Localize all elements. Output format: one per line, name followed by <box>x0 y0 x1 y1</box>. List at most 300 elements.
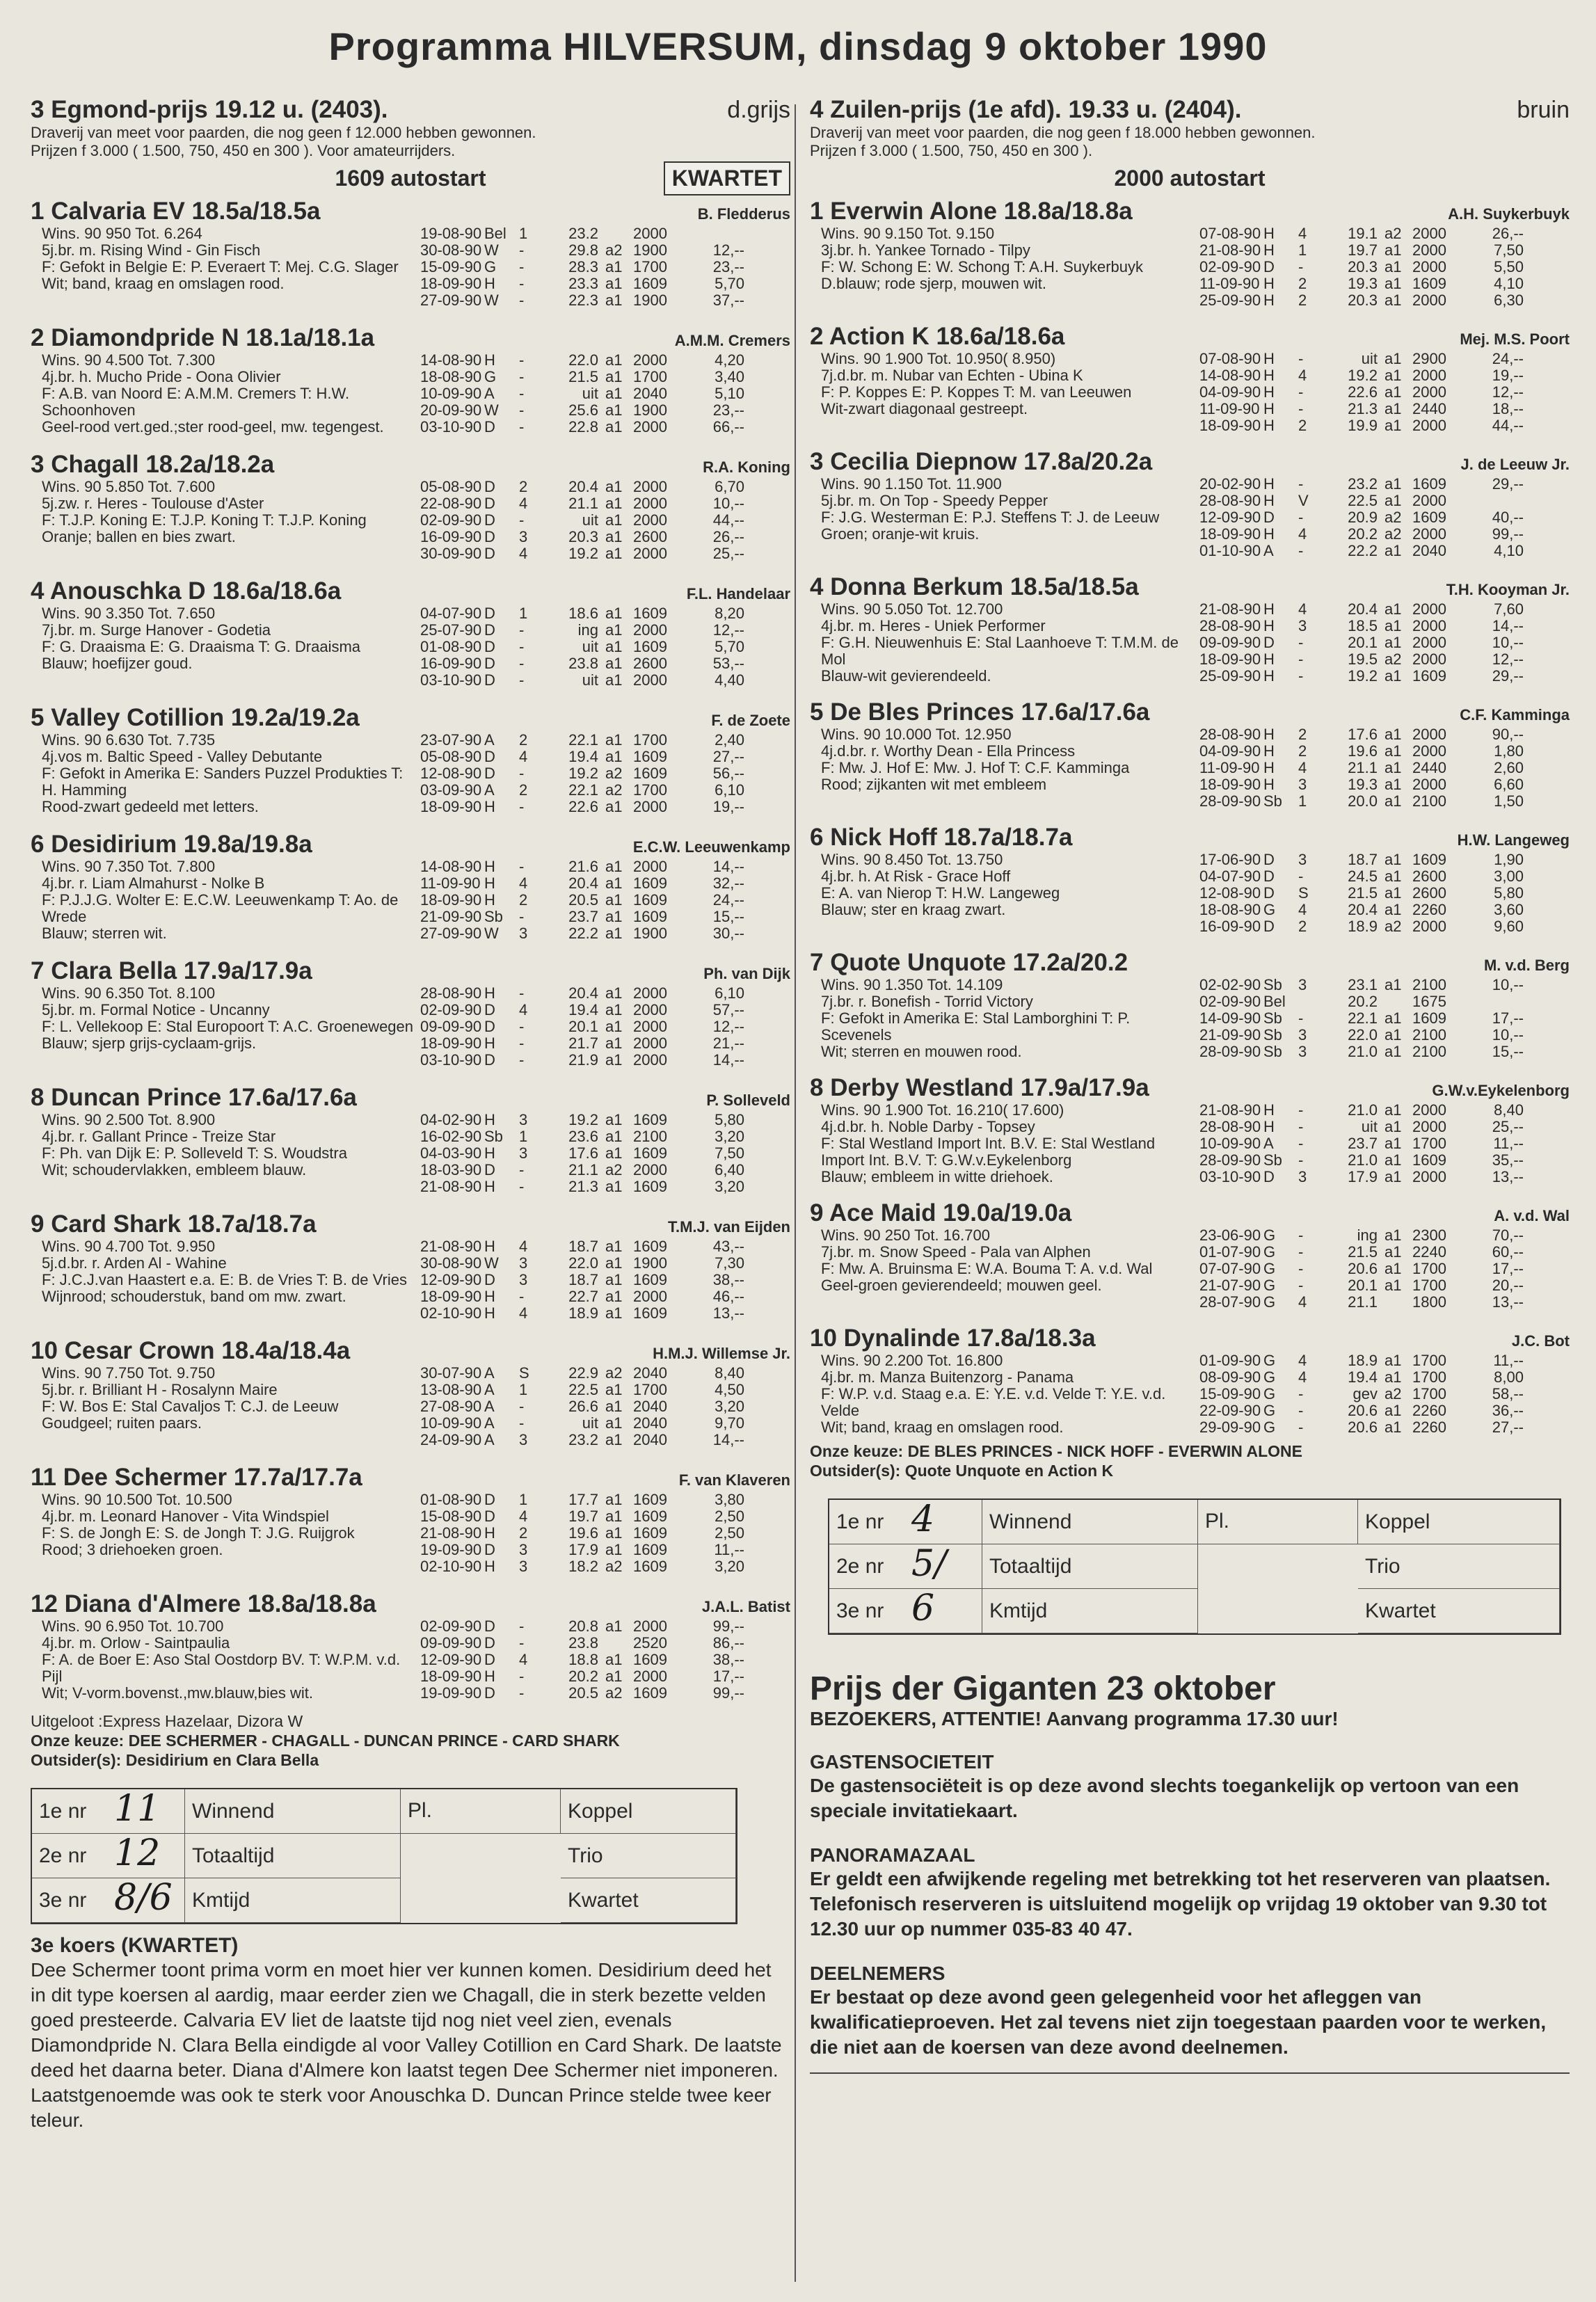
perf-class: a1 <box>605 638 623 655</box>
horse-body <box>31 1492 790 1575</box>
horse-winnings: Wins. 90 7.750 Tot. 9.750 <box>42 1364 216 1382</box>
perf-class: a1 <box>1384 1243 1402 1261</box>
perf-odds: 8,40 <box>715 1364 744 1382</box>
perf-odds: 44,-- <box>712 511 744 529</box>
perf-track: D <box>1263 509 1275 526</box>
perf-odds: 2,50 <box>715 1508 744 1525</box>
perf-time: 18.6 <box>568 605 598 622</box>
perf-track: D <box>484 655 495 672</box>
perf-place: 2 <box>519 731 528 749</box>
perf-date: 18-08-90 <box>1199 901 1261 918</box>
announcement-title: Prijs der Giganten 23 oktober <box>810 1670 1276 1707</box>
perf-time: 21.1 <box>1348 1293 1378 1311</box>
horse-entry <box>810 573 1570 685</box>
perf-date: 20-02-90 <box>1199 475 1261 493</box>
perf-track: G <box>1263 1260 1276 1277</box>
perf-time: 20.6 <box>1348 1402 1378 1419</box>
perf-distance: 1700 <box>1412 1352 1446 1369</box>
horse-owner: F: W. Bos E: Stal Cavaljos T: C.J. de Leeuw <box>42 1398 339 1415</box>
perf-class: a1 <box>605 478 623 495</box>
perf-odds: 12,-- <box>712 621 744 639</box>
perf-odds: 24,-- <box>712 891 744 909</box>
perf-date: 18-09-90 <box>1199 776 1261 793</box>
perf-odds: 5,10 <box>715 385 744 402</box>
perf-odds: 5,80 <box>1494 884 1524 902</box>
performance-row <box>1199 242 1568 259</box>
horse-trainer: Ph. van Dijk <box>703 965 790 982</box>
perf-track: W <box>484 241 499 259</box>
perf-class: a1 <box>1384 667 1402 685</box>
perf-distance: 1700 <box>1412 1277 1446 1294</box>
performance-row <box>1199 902 1568 918</box>
perf-track: G <box>1263 1226 1276 1244</box>
horse-body <box>810 476 1570 559</box>
perf-distance: 1609 <box>633 638 667 655</box>
perf-track: D <box>1263 258 1275 275</box>
performance-table <box>1199 476 1568 559</box>
perf-place: - <box>519 984 525 1002</box>
perf-distance: 1700 <box>633 731 667 749</box>
perf-odds: 4,10 <box>1494 275 1524 292</box>
perf-time: 22.0 <box>568 1254 598 1272</box>
perf-class: a1 <box>1384 258 1402 275</box>
perf-place: - <box>519 1178 525 1195</box>
horse-entry <box>810 949 1570 1060</box>
perf-time: 19.9 <box>1348 417 1378 434</box>
perf-odds: 17,-- <box>1492 1260 1524 1277</box>
horse-entry <box>31 1084 790 1195</box>
perf-distance: 2000 <box>1412 634 1446 651</box>
horse-trainer: J.C. Bot <box>1511 1332 1570 1350</box>
horse-header <box>31 1337 790 1365</box>
perf-place: - <box>519 368 525 385</box>
perf-odds: 4,10 <box>1494 542 1524 559</box>
performance-row <box>420 1382 789 1398</box>
perf-place: - <box>519 351 525 369</box>
perf-class: a1 <box>605 925 623 942</box>
horse-entry <box>31 957 790 1069</box>
perf-distance: 1609 <box>633 1651 667 1668</box>
perf-time: 21.1 <box>1348 759 1378 776</box>
performance-table <box>1199 601 1568 685</box>
horse-entry <box>31 324 790 435</box>
horse-body <box>31 225 790 309</box>
perf-distance: 2000 <box>633 1668 667 1685</box>
perf-class: a1 <box>605 368 623 385</box>
perf-place: 2 <box>1298 275 1307 292</box>
horse-body <box>810 977 1570 1060</box>
perf-track: H <box>1263 225 1275 242</box>
perf-odds: 3,40 <box>715 368 744 385</box>
perf-date: 12-09-90 <box>420 1651 482 1668</box>
perf-odds: 7,50 <box>1494 241 1524 259</box>
performance-row <box>1199 1244 1568 1261</box>
perf-date: 02-09-90 <box>420 511 482 529</box>
perf-date: 02-09-90 <box>420 1001 482 1018</box>
perf-odds: 6,70 <box>715 478 744 495</box>
perf-class: a1 <box>1384 1151 1402 1169</box>
perf-time: 19.7 <box>568 1508 598 1525</box>
perf-time: 17.6 <box>1348 726 1378 743</box>
result-box <box>31 1788 737 1924</box>
perf-place: - <box>519 511 525 529</box>
perf-time: 21.3 <box>568 1178 598 1195</box>
perf-track: H <box>484 891 495 909</box>
perf-odds: 32,-- <box>712 874 744 892</box>
performance-table <box>1199 225 1568 309</box>
performance-table <box>420 732 789 815</box>
performance-row <box>420 479 789 495</box>
perf-distance: 2000 <box>633 798 667 815</box>
perf-place: - <box>1298 475 1304 493</box>
performance-row <box>1199 275 1568 292</box>
horse-info <box>31 1618 420 1702</box>
perf-date: 21-07-90 <box>1199 1277 1261 1294</box>
perf-time: 19.5 <box>1348 650 1378 668</box>
perf-distance: 2000 <box>1412 1101 1446 1119</box>
perf-date: 02-09-90 <box>1199 993 1261 1010</box>
perf-odds: 44,-- <box>1492 417 1524 434</box>
perf-time: 20.3 <box>568 528 598 545</box>
race-color: d.grijs <box>727 97 790 123</box>
horse-info <box>810 977 1199 1060</box>
perf-odds: 3,20 <box>715 1128 744 1145</box>
perf-time: 22.1 <box>568 781 598 799</box>
perf-odds: 19,-- <box>712 798 744 815</box>
horse-info <box>810 1102 1199 1185</box>
perf-class: a1 <box>605 605 623 622</box>
perf-distance: 2000 <box>633 1617 667 1635</box>
perf-date: 19-08-90 <box>420 225 482 242</box>
perf-track: G <box>1263 1243 1276 1261</box>
horse-name: 12 Diana d'Almere 18.8a/18.8a <box>31 1590 376 1617</box>
horse-body <box>31 1238 790 1322</box>
perf-place: 2 <box>1298 918 1307 935</box>
perf-track: A <box>1263 542 1274 559</box>
perf-date: 18-09-90 <box>1199 417 1261 434</box>
horse-info <box>31 732 420 815</box>
perf-time: 19.7 <box>1348 241 1378 259</box>
section-text: Er geldt een afwijkende regeling met betrekking tot het reserveren van plaatsen. Telefonisch reserveren is uitsluitend mogelijk op vrijdag 19 oktober van 9.30 tot 12.30 uur op nummer 035-83 40 47. <box>810 1868 1551 1940</box>
perf-date: 18-09-90 <box>420 1288 482 1305</box>
perf-place: - <box>1298 1402 1304 1419</box>
perf-track: D <box>1263 634 1275 651</box>
perf-class: a1 <box>605 798 623 815</box>
perf-distance: 2000 <box>1412 650 1446 668</box>
perf-date: 19-09-90 <box>420 1684 482 1702</box>
perf-track: D <box>1263 851 1275 868</box>
perf-track: H <box>1263 667 1275 685</box>
perf-class: a1 <box>605 1128 623 1145</box>
perf-class: a1 <box>605 1304 623 1322</box>
perf-time: uit <box>582 1414 598 1432</box>
horse-breeding: 4j.br. h. At Risk - Grace Hoff <box>821 868 1011 885</box>
perf-date: 02-10-90 <box>420 1558 482 1575</box>
horse-name: 1 Everwin Alone 18.8a/18.8a <box>810 198 1133 225</box>
perf-distance: 2300 <box>1412 1226 1446 1244</box>
horse-trainer: M. v.d. Berg <box>1483 957 1570 974</box>
horse-owner: F: G.H. Nieuwenhuis E: Stal Laanhoeve T: T.M.M. de Mol <box>821 634 1179 668</box>
perf-class: a1 <box>605 671 623 689</box>
perf-track: H <box>484 858 495 875</box>
horse-header <box>31 1464 790 1492</box>
perf-date: 18-09-90 <box>420 275 482 292</box>
perf-time: 20.4 <box>568 478 598 495</box>
horse-name: 2 Action K 18.6a/18.6a <box>810 323 1065 350</box>
performance-row <box>420 225 789 242</box>
perf-track: H <box>1263 726 1275 743</box>
perf-class: a2 <box>1384 525 1402 543</box>
perf-time: 18.2 <box>568 1558 598 1575</box>
perf-date: 28-08-90 <box>1199 1118 1261 1135</box>
horse-list <box>31 198 790 1702</box>
performance-row <box>420 1492 789 1508</box>
horse-header <box>810 573 1570 601</box>
perf-track: G <box>1263 1352 1276 1369</box>
perf-class <box>1384 1294 1412 1311</box>
race-header <box>31 96 790 124</box>
perf-class: a1 <box>605 731 623 749</box>
perf-class: a1 <box>1384 1352 1402 1369</box>
perf-track: A <box>484 385 495 402</box>
performance-row <box>1199 634 1568 651</box>
perf-date: 11-09-90 <box>420 874 481 892</box>
perf-date: 03-10-90 <box>420 1051 482 1069</box>
perf-class: a1 <box>1384 1168 1402 1185</box>
perf-odds: 13,-- <box>1492 1168 1524 1185</box>
horse-entry <box>810 1325 1570 1436</box>
horse-trainer: T.M.J. van Eijden <box>667 1218 790 1236</box>
perf-class: a1 <box>1384 1101 1402 1119</box>
section-text: De gastensociëteit is op deze avond slechts toegankelijk op vertoon van een speciale invitatiekaart. <box>810 1775 1519 1821</box>
perf-distance: 2100 <box>1412 1043 1446 1060</box>
perf-place: 4 <box>1298 759 1307 776</box>
perf-class: a1 <box>1384 617 1402 634</box>
performance-row <box>1199 618 1568 634</box>
perf-time: 21.0 <box>1348 1151 1378 1169</box>
horse-name: 4 Anouschka D 18.6a/18.6a <box>31 577 342 605</box>
horse-info <box>31 479 420 562</box>
perf-time: 20.2 <box>1348 993 1378 1010</box>
performance-row <box>420 622 789 639</box>
performance-row <box>1199 1352 1568 1369</box>
perf-class: a1 <box>605 401 623 419</box>
handwritten-number: 11 <box>114 1788 161 1830</box>
horse-name: 7 Quote Unquote 17.2a/20.2 <box>810 949 1128 976</box>
box-row-1-label: 1e nr 4 <box>829 1500 982 1544</box>
perf-date: 25-09-90 <box>1199 667 1261 685</box>
horse-winnings: Wins. 90 5.050 Tot. 12.700 <box>821 600 1003 618</box>
perf-place: - <box>1298 258 1304 275</box>
box-row-2-label: 2e nr 12 <box>32 1834 185 1878</box>
perf-track: H <box>484 1524 495 1542</box>
perf-class: a1 <box>605 1178 623 1195</box>
perf-distance: 1900 <box>633 1254 667 1272</box>
perf-odds: 56,-- <box>712 765 744 782</box>
perf-place: 2 <box>1298 742 1307 760</box>
perf-date: 04-03-90 <box>420 1144 482 1162</box>
perf-date: 27-08-90 <box>420 1398 482 1415</box>
perf-class: a1 <box>605 984 623 1002</box>
perf-class: a1 <box>1384 868 1402 885</box>
perf-odds: 3,60 <box>1494 901 1524 918</box>
perf-date: 08-09-90 <box>1199 1368 1261 1386</box>
perf-class: a2 <box>1384 1385 1402 1402</box>
perf-odds: 8,20 <box>715 605 744 622</box>
horse-winnings: Wins. 90 3.350 Tot. 7.650 <box>42 605 216 622</box>
horse-body <box>810 1102 1570 1185</box>
perf-track: H <box>1263 275 1275 292</box>
perf-date: 01-08-90 <box>420 638 482 655</box>
horse-breeding: 5j.zw. r. Heres - Toulouse d'Aster <box>42 495 264 512</box>
performance-row <box>420 875 789 892</box>
perf-time: 18.5 <box>1348 617 1378 634</box>
perf-class: a1 <box>605 528 623 545</box>
perf-place: 3 <box>519 1431 528 1448</box>
horse-winnings: Wins. 90 9.150 Tot. 9.150 <box>821 225 995 242</box>
perf-distance: 1609 <box>633 1508 667 1525</box>
horse-owner: F: Ph. van Dijk E: P. Solleveld T: S. Woudstra <box>42 1144 347 1162</box>
perf-class: a1 <box>1384 400 1402 417</box>
perf-time: 19.2 <box>568 765 598 782</box>
perf-place: 4 <box>519 495 528 512</box>
perf-time: 22.9 <box>568 1364 598 1382</box>
performance-table <box>420 479 789 562</box>
perf-date: 23-06-90 <box>1199 1226 1261 1244</box>
perf-distance: 2000 <box>633 1051 667 1069</box>
perf-place: - <box>1298 1135 1304 1152</box>
performance-row <box>1199 526 1568 543</box>
perf-distance: 2000 <box>1412 776 1446 793</box>
horse-owner: E: A. van Nierop T: H.W. Langeweg <box>821 884 1060 902</box>
perf-odds: 5,80 <box>715 1111 744 1128</box>
perf-time: 22.1 <box>568 731 598 749</box>
perf-place: 3 <box>519 925 528 942</box>
horse-info <box>810 1227 1199 1311</box>
horse-name: 5 De Bles Princes 17.6a/17.6a <box>810 698 1150 726</box>
horse-name: 1 Calvaria EV 18.5a/18.5a <box>31 198 321 225</box>
perf-place: 3 <box>1298 1043 1307 1060</box>
perf-date: 25-09-90 <box>1199 291 1261 309</box>
perf-distance: 2000 <box>1412 417 1446 434</box>
box-winnend: Winnend <box>982 1500 1198 1544</box>
perf-distance: 1700 <box>1412 1260 1446 1277</box>
performance-row <box>420 1178 789 1195</box>
horse-info <box>810 726 1199 810</box>
perf-odds: 14,-- <box>1492 617 1524 634</box>
perf-distance: 1609 <box>1412 667 1446 685</box>
horse-winnings: Wins. 90 2.500 Tot. 8.900 <box>42 1111 216 1128</box>
perf-distance: 1609 <box>633 1491 667 1508</box>
performance-table <box>420 1112 789 1195</box>
perf-odds: 38,-- <box>712 1271 744 1288</box>
perf-distance: 2100 <box>1412 976 1446 993</box>
perf-time: 23.3 <box>568 275 598 292</box>
perf-time: uit <box>582 385 598 402</box>
perf-track: H <box>1263 617 1275 634</box>
perf-date: 27-09-90 <box>420 291 482 309</box>
start-row <box>31 160 790 198</box>
performance-row <box>1199 1261 1568 1277</box>
perf-date: 12-08-90 <box>420 765 482 782</box>
performance-row <box>420 1525 789 1542</box>
perf-odds: 6,60 <box>1494 776 1524 793</box>
perf-time: uit <box>1361 1118 1378 1135</box>
race-start: 2000 autostart <box>1114 166 1266 191</box>
perf-place: - <box>1298 1418 1304 1436</box>
perf-track: D <box>1263 1168 1275 1185</box>
perf-time: 28.3 <box>568 258 598 275</box>
perf-place: 4 <box>1298 901 1307 918</box>
performance-row <box>420 275 789 292</box>
box-row-2-label: 2e nr 5/ <box>829 1544 982 1589</box>
perf-track: H <box>1263 291 1275 309</box>
perf-odds: 10,-- <box>1492 1026 1524 1044</box>
horse-owner: F: Mw. A. Bruinsma E: W.A. Bouma T: A. v.d. Wal <box>821 1260 1153 1277</box>
perf-odds: 6,10 <box>715 781 744 799</box>
perf-distance: 2040 <box>633 1414 667 1432</box>
perf-date: 12-09-90 <box>1199 509 1261 526</box>
performance-table <box>420 1238 789 1322</box>
perf-odds: 30,-- <box>712 925 744 942</box>
perf-track: H <box>1263 383 1275 401</box>
performance-row <box>420 512 789 529</box>
perf-time: 23.8 <box>568 1634 598 1652</box>
perf-distance: 1900 <box>633 291 667 309</box>
perf-time: 22.2 <box>1348 542 1378 559</box>
section-heading: DEELNEMERS <box>810 1963 945 1984</box>
perf-place: - <box>1298 1009 1304 1027</box>
perf-class: a1 <box>605 1034 623 1052</box>
performance-row <box>420 1272 789 1288</box>
performance-row <box>420 732 789 749</box>
perf-distance: 2000 <box>1412 225 1446 242</box>
perf-odds: 13,-- <box>1492 1293 1524 1311</box>
perf-distance: 2000 <box>1412 1168 1446 1185</box>
perf-time: 21.0 <box>1348 1043 1378 1060</box>
perf-odds: 5,70 <box>715 638 744 655</box>
horse-info <box>810 1352 1199 1436</box>
perf-time: 20.4 <box>568 874 598 892</box>
perf-odds: 57,-- <box>712 1001 744 1018</box>
perf-track: D <box>1263 884 1275 902</box>
our-pick: Onze keuze: DE BLES PRINCES - NICK HOFF - EVERWIN ALONE <box>810 1442 1302 1460</box>
performance-row <box>420 529 789 545</box>
horse-info <box>31 1238 420 1322</box>
perf-place: - <box>519 1414 525 1432</box>
handwritten-number: 6 <box>911 1588 935 1629</box>
perf-odds: 17,-- <box>1492 1009 1524 1027</box>
perf-place: 2 <box>519 478 528 495</box>
perf-track: Sb <box>484 1128 503 1145</box>
perf-date: 17-06-90 <box>1199 851 1261 868</box>
perf-class: a1 <box>605 258 623 275</box>
perf-odds <box>1468 493 1524 509</box>
perf-place: - <box>519 765 525 782</box>
performance-row <box>1199 977 1568 993</box>
perf-distance: 1609 <box>633 1144 667 1162</box>
perf-class: a1 <box>1384 475 1402 493</box>
performance-table <box>1199 852 1568 935</box>
horse-info <box>31 352 420 435</box>
perf-place: 4 <box>519 748 528 765</box>
horse-name: 6 Nick Hoff 18.7a/18.7a <box>810 824 1073 851</box>
perf-place: - <box>519 1668 525 1685</box>
horse-name: 4 Donna Berkum 18.5a/18.5a <box>810 573 1139 600</box>
perf-time: 26.6 <box>568 1398 598 1415</box>
performance-row <box>1199 668 1568 685</box>
perf-distance: 2600 <box>1412 868 1446 885</box>
